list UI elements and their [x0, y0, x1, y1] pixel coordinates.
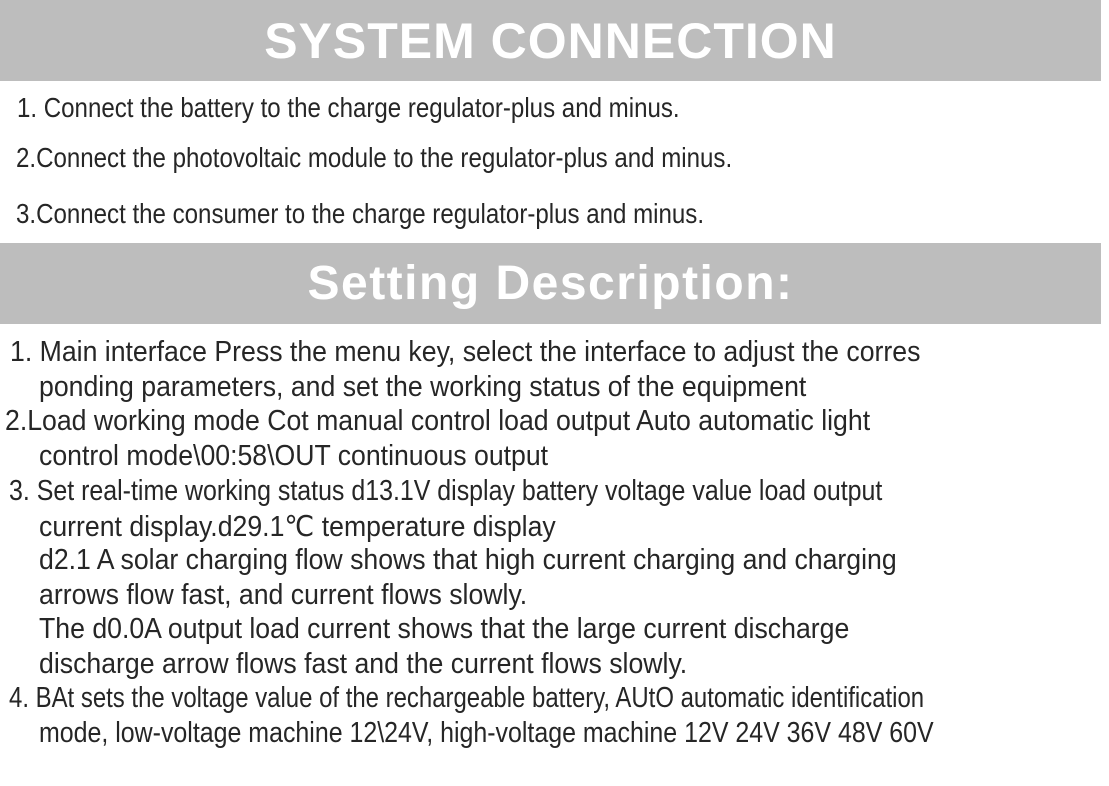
setting-item-4-line-1: 4. BAt sets the voltage value of the rechargeable battery, AUtO automatic identification: [9, 682, 925, 714]
setting-item-2-line-2: control mode\00:58\OUT continuous output: [39, 440, 549, 472]
setting-description-banner: [0, 243, 1101, 324]
connection-step-2: 2.Connect the photovoltaic module to the regulator-plus and minus.: [16, 142, 733, 173]
connection-step-1: 1. Connect the battery to the charge regulator-plus and minus.: [17, 92, 680, 123]
setting-item-3-line-2: current display.d29.1℃ temperature display: [39, 511, 556, 543]
setting-item-4-line-2: mode, low-voltage machine 12\24V, high-voltage machine 12V 24V 36V 48V 60V: [39, 717, 934, 749]
setting-item-2-line-1: 2.Load working mode Cot manual control load output Auto automatic light: [5, 405, 871, 437]
connection-step-3: 3.Connect the consumer to the charge regulator-plus and minus.: [16, 198, 705, 229]
setting-description-title: Setting Description:: [307, 257, 794, 310]
setting-item-3-line-6: discharge arrow flows fast and the current flows slowly.: [39, 648, 688, 680]
setting-item-3-line-3: d2.1 A solar charging flow shows that high current charging and charging: [39, 544, 897, 576]
setting-item-1-line-1: 1. Main interface Press the menu key, select the interface to adjust the corres: [10, 336, 921, 368]
setting-item-1-line-2: ponding parameters, and set the working status of the equipment: [39, 371, 807, 403]
setting-item-3-line-5: The d0.0A output load current shows that the large current discharge: [39, 613, 850, 645]
system-connection-title: SYSTEM CONNECTION: [264, 12, 837, 69]
setting-item-3-line-4: arrows flow fast, and current flows slowly.: [39, 579, 528, 611]
system-connection-banner: [0, 0, 1101, 81]
setting-item-3-line-1: 3. Set real-time working status d13.1V display battery voltage value load output: [9, 475, 883, 507]
